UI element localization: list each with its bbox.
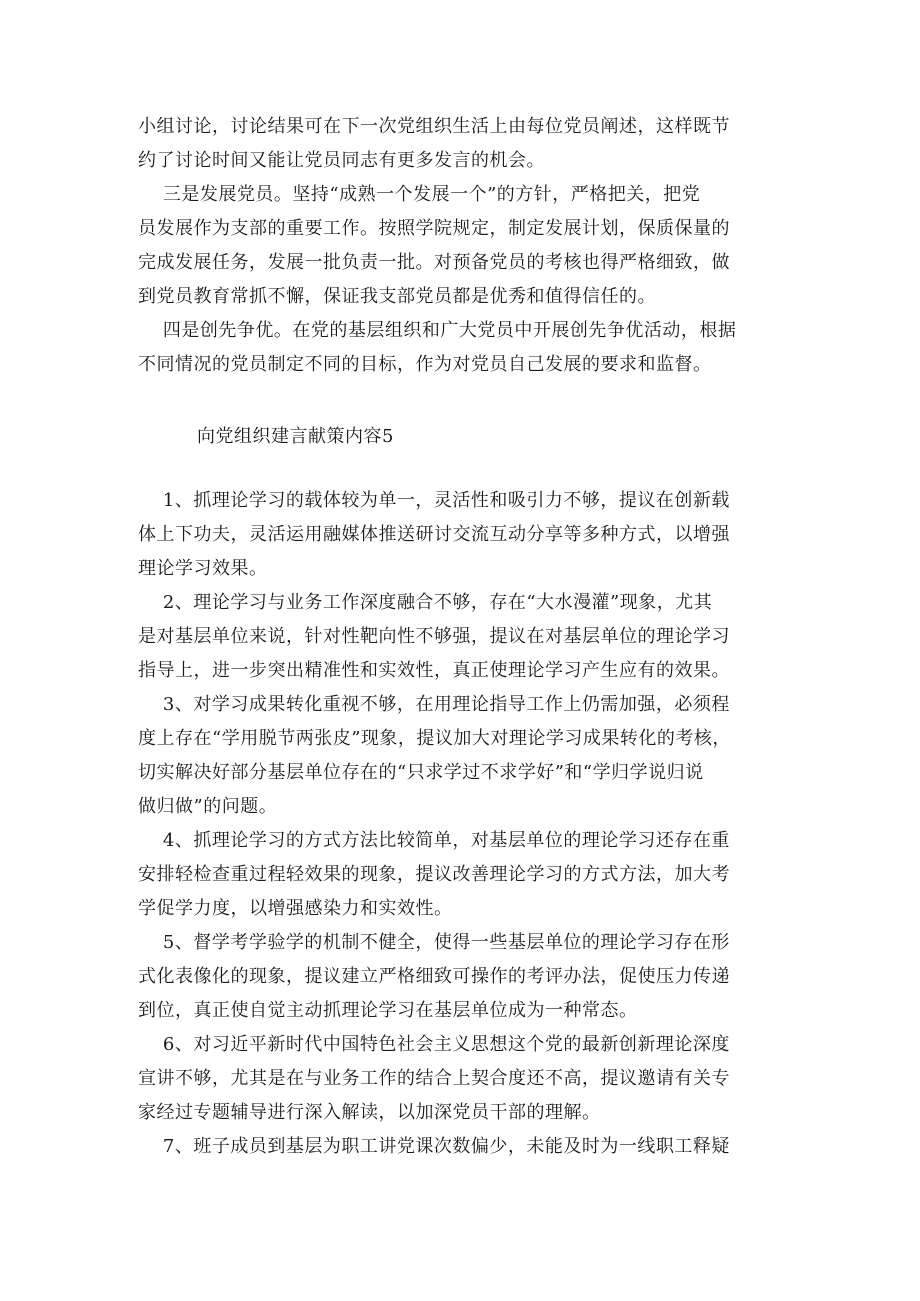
text-line: 6、对习近平新时代中国特色社会主义思想这个党的最新创新理论深度 <box>138 1034 730 1055</box>
text-line: 体上下功夫，灵活运用融媒体推送研讨交流互动分享等多种方式，以增强 <box>138 524 730 545</box>
top-section <box>138 110 788 382</box>
body-section <box>138 484 788 1164</box>
text-line: 约了讨论时间又能让党员同志有更多发言的机会。 <box>138 150 545 171</box>
text-line: 小组讨论，讨论结果可在下一次党组织生活上由每位党员阐述，这样既节 <box>138 116 730 137</box>
text-line: 2、理论学习与业务工作深度融合不够，存在“大水漫灌”现象，尤其 <box>138 592 713 613</box>
text-line: 三是发展党员。坚持“成熟一个发展一个”的方针，严格把关，把党 <box>138 184 701 205</box>
text-line: 学促学力度，以增强感染力和实效性。 <box>138 898 453 919</box>
text-line: 度上存在“学用脱节两张皮”现象，提议加大对理论学习成果转化的考核， <box>138 728 731 749</box>
text-line: 家经过专题辅导进行深入解读，以加深党员干部的理解。 <box>138 1102 601 1123</box>
text-line: 4、抓理论学习的方式方法比较简单，对基层单位的理论学习还存在重 <box>138 830 730 851</box>
text-line: 做归做”的问题。 <box>138 796 278 817</box>
text-line: 理论学习效果。 <box>138 558 268 579</box>
text-line: 完成发展任务，发展一批负责一批。对预备党员的考核也得严格细致，做 <box>138 252 730 273</box>
text-line: 1、抓理论学习的载体较为单一，灵活性和吸引力不够，提议在创新载 <box>138 490 730 511</box>
text-line: 是对基层单位来说，针对性靶向性不够强，提议在对基层单位的理论学习 <box>138 626 730 647</box>
text-line: 员发展作为支部的重要工作。按照学院规定，制定发展计划，保质保量的 <box>138 218 730 239</box>
section-heading: 向党组织建言献策内容5 <box>197 426 394 447</box>
text-line: 到位，真正使自觉主动抓理论学习在基层单位成为一种常态。 <box>138 1000 638 1021</box>
text-line: 切实解决好部分基层单位存在的“只求学过不求学好”和“学归学说归说 <box>138 762 704 783</box>
text-line: 宣讲不够，尤其是在与业务工作的结合上契合度还不高，提议邀请有关专 <box>138 1068 730 1089</box>
text-line: 到党员教育常抓不懈，保证我支部党员都是优秀和值得信任的。 <box>138 286 656 307</box>
text-line: 3、对学习成果转化重视不够，在用理论指导工作上仍需加强，必须程 <box>138 694 730 715</box>
text-line: 指导上，进一步突出精准性和实效性，真正使理论学习产生应有的效果。 <box>138 660 730 681</box>
text-line: 5、督学考学验学的机制不健全，使得一些基层单位的理论学习存在形 <box>138 932 730 953</box>
text-line: 7、班子成员到基层为职工讲党课次数偏少，未能及时为一线职工释疑 <box>138 1136 730 1157</box>
text-line: 安排轻检查重过程轻效果的现象，提议改善理论学习的方式方法，加大考 <box>138 864 730 885</box>
text-line: 四是创先争优。在党的基层组织和广大党员中开展创先争优活动，根据 <box>138 320 737 341</box>
text-line: 式化表像化的现象，提议建立严格细致可操作的考评办法，促使压力传递 <box>138 966 730 987</box>
text-line: 不同情况的党员制定不同的目标，作为对党员自己发展的要求和监督。 <box>138 354 712 375</box>
